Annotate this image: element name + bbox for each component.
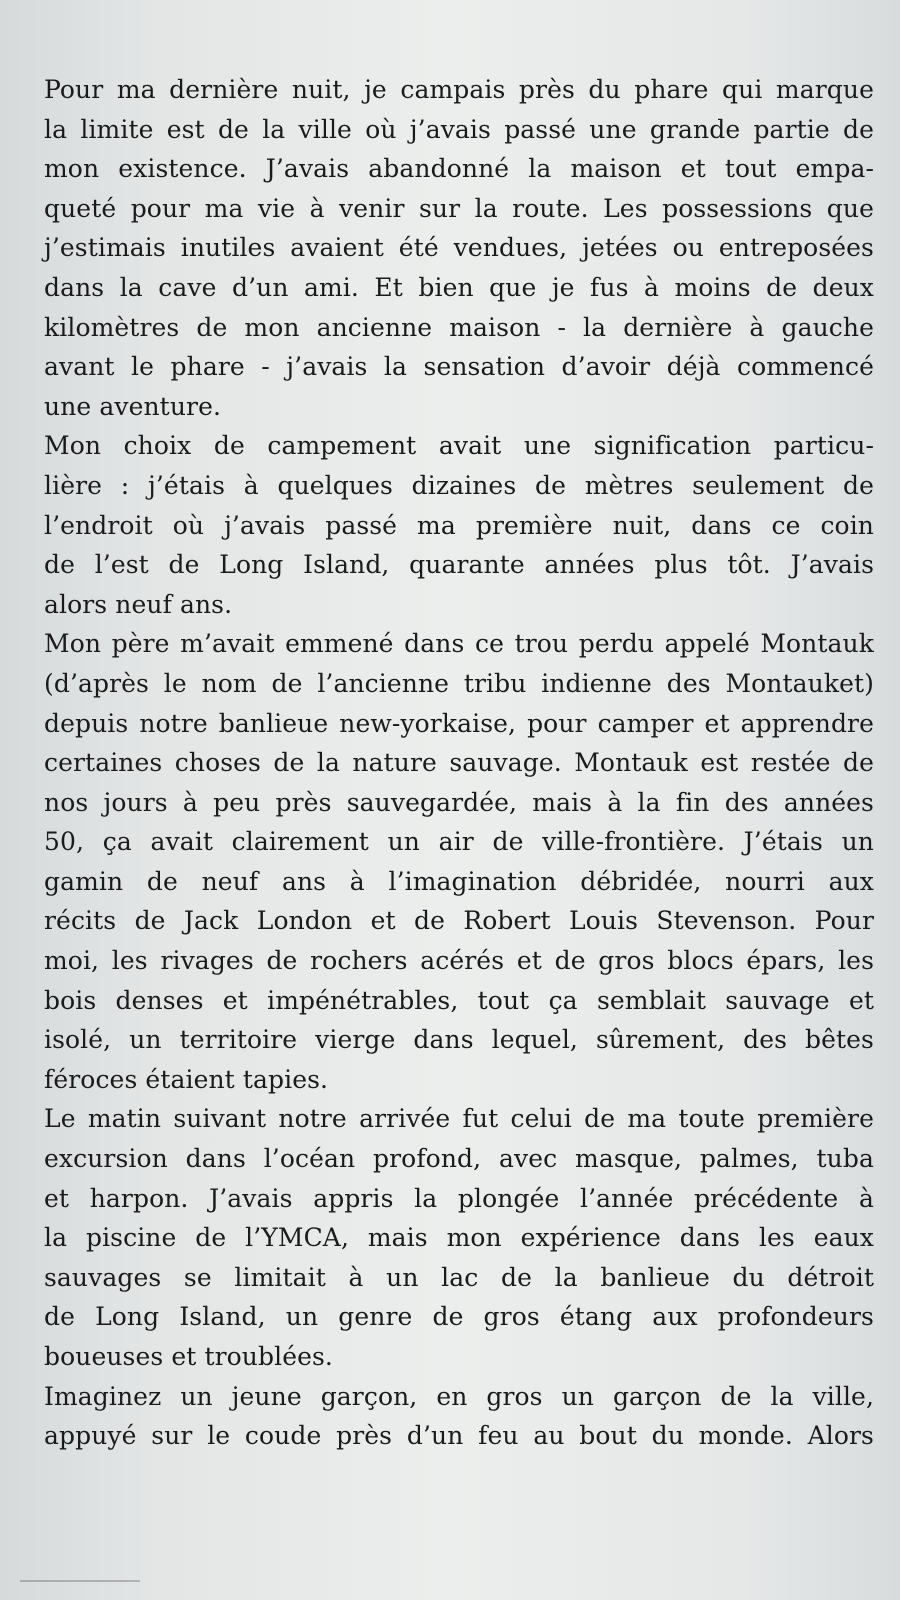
text-line: mon existence. J’avais abandonné la maison et tout empa-: [44, 154, 874, 184]
text-line: la limite est de la ville où j’avais passé une grande partie de: [44, 114, 874, 144]
text-line: féroces étaient tapies.: [44, 1064, 329, 1094]
text-line: et harpon. J’avais appris la plongée l’année précédente à: [44, 1183, 874, 1213]
text-line: moi, les rivages de rochers acérés et de gros blocs épars, les: [44, 946, 874, 976]
text-line: isolé, un territoire vierge dans lequel, sûrement, des bêtes: [44, 1025, 874, 1055]
paragraph: [44, 426, 874, 624]
text-line: Le matin suivant notre arrivée fut celui de ma toute première: [44, 1104, 874, 1134]
text-line: certaines choses de la nature sauvage. Montauk est restée de: [44, 748, 874, 778]
paragraph: [44, 1377, 874, 1456]
text-line: kilomètres de mon ancienne maison - la dernière à gauche: [44, 312, 874, 342]
paragraph: [44, 624, 874, 1099]
text-line: queté pour ma vie à venir sur la route. Les possessions que: [44, 193, 874, 223]
paragraph: [44, 1099, 874, 1376]
text-line: Mon père m’avait emmené dans ce trou perdu appelé Montauk: [44, 629, 874, 659]
text-line: Mon choix de campement avait une signification particu-: [44, 431, 874, 461]
text-line: Pour ma dernière nuit, je campais près du phare qui marque: [44, 75, 874, 104]
text-line: sauvages se limitait à un lac de la banlieue du détroit: [44, 1262, 874, 1292]
text-line: alors neuf ans.: [44, 589, 233, 619]
text-line: excursion dans l’océan profond, avec masque, palmes, tuba: [44, 1144, 874, 1174]
text-line: de Long Island, un genre de gros étang aux profondeurs: [44, 1302, 874, 1332]
text-line: gamin de neuf ans à l’imagination débridée, nourri aux: [44, 866, 874, 896]
text-line: l’endroit où j’avais passé ma première nuit, dans ce coin: [44, 510, 874, 540]
text-line: (d’après le nom de l’ancienne tribu indienne des Montauket): [44, 668, 874, 698]
text-line: bois denses et impénétrables, tout ça semblait sauvage et: [44, 985, 874, 1015]
text-line: depuis notre banlieue new-yorkaise, pour camper et apprendre: [44, 708, 874, 738]
text-line: boueuses et troublées.: [44, 1342, 333, 1371]
text-line: la piscine de l’YMCA, mais mon expérience dans les eaux: [44, 1223, 874, 1253]
page-bottom-edge: [20, 1580, 140, 1596]
text-line: j’estimais inutiles avaient été vendues, jetées ou entreposées: [44, 233, 874, 263]
text-line: Imaginez un jeune garçon, en gros un garçon de la ville,: [44, 1381, 874, 1411]
text-line: une aventure.: [44, 391, 222, 421]
text-line: récits de Jack London et de Robert Louis Stevenson. Pour: [44, 906, 874, 936]
text-line: dans la cave d’un ami. Et bien que je fus à moins de deux: [44, 272, 874, 302]
paragraph: [44, 70, 874, 426]
text-line: appuyé sur le coude près d’un feu au bout du monde. Alors: [44, 1421, 874, 1451]
text-line: nos jours à peu près sauvegardée, mais à la fin des années: [44, 787, 874, 817]
text-line: avant le phare - j’avais la sensation d’avoir déjà commencé: [44, 352, 874, 382]
text-line: de l’est de Long Island, quarante années plus tôt. J’avais: [44, 550, 874, 580]
text-line: lière : j’étais à quelques dizaines de mètres seulement de: [44, 470, 874, 500]
body-text: [44, 70, 874, 1456]
text-line: 50, ça avait clairement un air de ville-frontière. J’étais un: [44, 827, 874, 857]
